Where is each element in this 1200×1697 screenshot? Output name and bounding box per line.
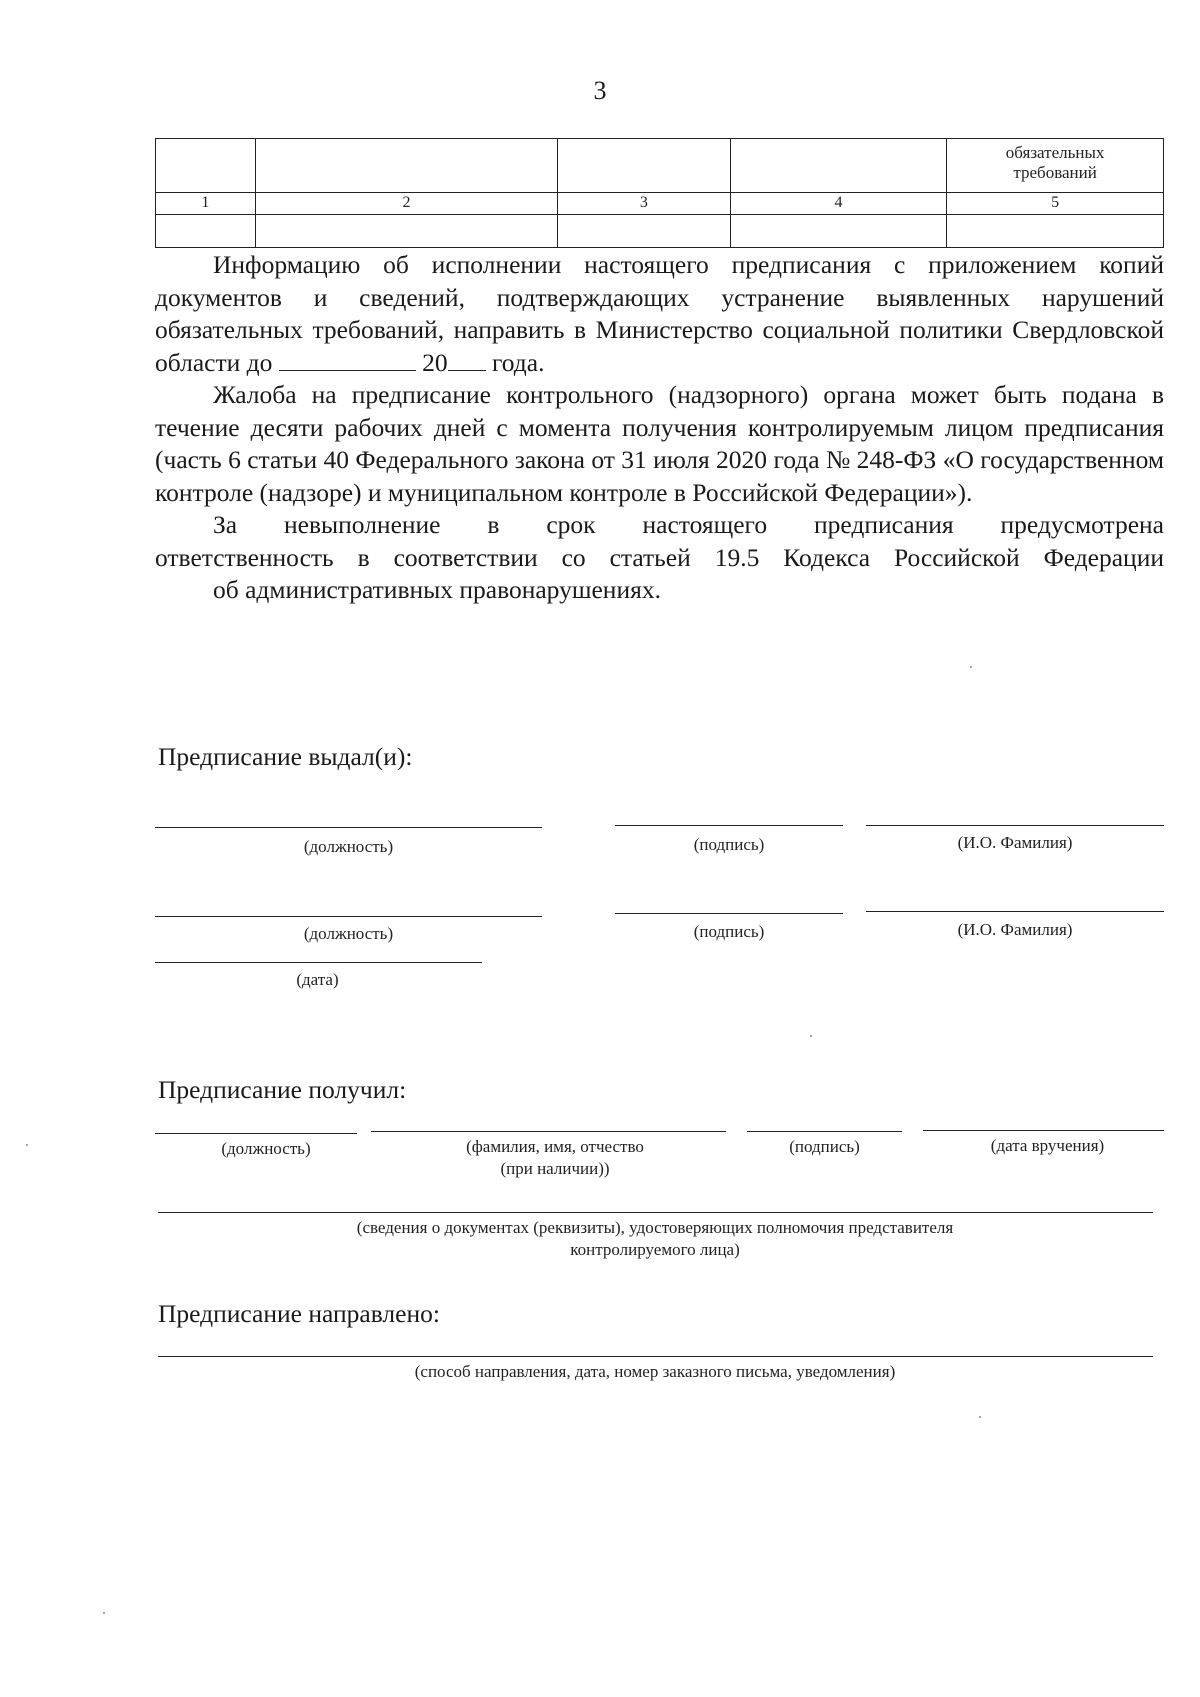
table-cell [156, 215, 256, 248]
paragraph-liability-mid: ответственность в соответствии со статьей 19.5 Кодекса Российской Федерации [155, 542, 1164, 572]
date-line [155, 962, 482, 963]
sent-method-line [158, 1356, 1153, 1357]
requirements-table [155, 138, 1164, 248]
signature-line [615, 913, 843, 914]
table-row [156, 193, 1164, 215]
position-line [155, 827, 542, 828]
table-cell [255, 215, 557, 248]
fio-line [371, 1131, 726, 1132]
page-number: 3 [593, 76, 607, 105]
position-caption: (должность) [221, 1139, 311, 1158]
table-cell [730, 139, 947, 193]
scan-speck [103, 1612, 105, 1614]
date-blank [279, 348, 416, 371]
name-caption: (И.О. Фамилия) [957, 833, 1073, 852]
position-caption: (должность) [303, 924, 394, 943]
scan-speck [26, 1144, 28, 1146]
table-cell [947, 215, 1164, 248]
table-cell [730, 215, 947, 248]
column-number: 1 [156, 193, 256, 215]
signature-caption: (подпись) [693, 835, 765, 854]
position-line [155, 1133, 357, 1134]
table-cell [558, 215, 731, 248]
signature-line [615, 825, 843, 826]
year-prefix: 20 [422, 347, 448, 377]
table-cell [255, 139, 557, 193]
table-row [156, 139, 1164, 193]
table-header-requirements: обязательных требований [947, 139, 1164, 193]
received-title: Предписание получил: [158, 1075, 407, 1104]
table-cell [558, 139, 731, 193]
paragraph-liability-last: об административных правонарушениях. [213, 575, 661, 604]
paragraph-deadline [155, 249, 1164, 379]
date-caption: (дата) [296, 970, 339, 989]
scan-speck [970, 666, 972, 668]
body-text [155, 249, 1164, 607]
position-caption: (должность) [303, 837, 394, 856]
scan-speck [979, 1416, 981, 1418]
signature-caption: (подпись) [693, 922, 765, 941]
sent-method-caption: (способ направления, дата, номер заказного письма, уведомления) [414, 1362, 896, 1381]
documents-caption: (сведения о документах (реквизиты), удостоверяющих полномочия представителя контролируемого лица) [356, 1218, 954, 1259]
issued-title: Предписание выдал(и): [158, 742, 413, 771]
column-number: 2 [255, 193, 557, 215]
table-cell [156, 139, 256, 193]
name-caption: (И.О. Фамилия) [957, 920, 1073, 939]
paragraph-liability-first: За невыполнение в срок настоящего предписания предусмотрена [213, 510, 1164, 539]
year-blank [448, 348, 486, 371]
fio-caption: (фамилия, имя, отчество (при наличии)) [466, 1137, 644, 1178]
column-number: 5 [947, 193, 1164, 215]
column-number: 3 [558, 193, 731, 215]
name-line [866, 825, 1164, 826]
documents-line [158, 1212, 1153, 1213]
column-number: 4 [730, 193, 947, 215]
paragraph-text: Информацию об исполнении настоящего предписания с приложением копий документов и сведений, подтверждающих устранение выявленных нарушений обязательных требований, направить в Министерство социальной политики Свердловской области до [155, 250, 1164, 377]
delivery-date-caption: (дата вручения) [990, 1136, 1105, 1155]
signature-caption: (подпись) [789, 1137, 860, 1156]
signature-line [747, 1131, 902, 1132]
paragraph-appeal: Жалоба на предписание контрольного (надзорного) органа может быть подана в течение десяти рабочих дней с момента получения контролируемым лицом предписания (часть 6 статьи 40 Федерального закона от 31 июля 2020 года № 248-ФЗ «О государственном контроле (надзоре) и муниципальном контроле в Российской Федерации»). [155, 380, 1164, 507]
table-row [156, 215, 1164, 248]
delivery-date-line [923, 1130, 1164, 1131]
scan-speck [810, 1035, 812, 1037]
sent-title: Предписание направлено: [158, 1299, 440, 1328]
name-line [866, 911, 1164, 912]
position-line [155, 916, 542, 917]
paragraph-text: года. [491, 347, 545, 377]
